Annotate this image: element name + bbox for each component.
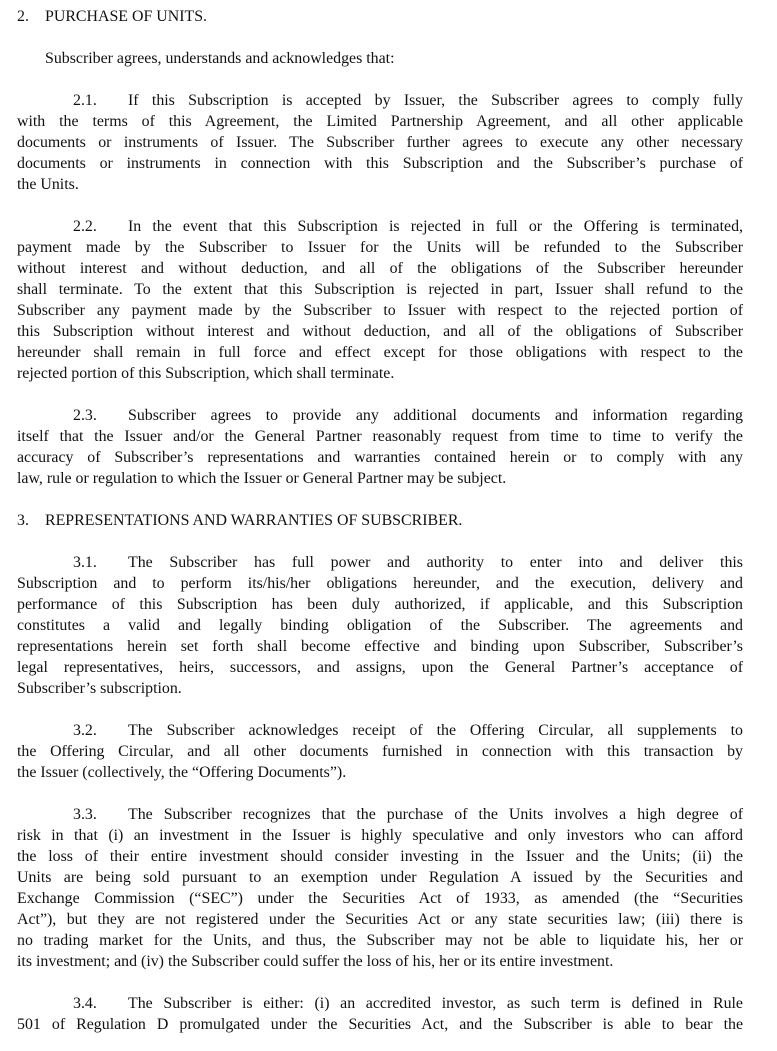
paragraph-line: the Units. xyxy=(17,176,79,193)
paragraph-line xyxy=(17,720,743,741)
section-title: REPRESENTATIONS AND WARRANTIES OF SUBSCRIBER. xyxy=(45,512,463,529)
paragraph-line: Subscriber any payment made by the Subscriber to Issuer with respect to the rejected portion of xyxy=(17,302,743,319)
paragraph-2-3 xyxy=(17,405,743,489)
paragraph-line: Subscriber’s subscription. xyxy=(17,680,182,697)
paragraph-number: 3.3. xyxy=(73,806,97,823)
paragraph-3-4 xyxy=(17,993,743,1035)
paragraph-number: 2.2. xyxy=(73,218,97,235)
line-text: The Subscriber is either: (i) an accredited investor, as such term is defined in Rule xyxy=(128,995,743,1012)
paragraph-number: 2.3. xyxy=(73,407,97,424)
section-2-heading xyxy=(17,6,743,27)
paragraph-line: itself that the Issuer and/or the General Partner reasonably request from time to time to verify the xyxy=(17,428,743,445)
paragraph-number: 2.1. xyxy=(73,92,97,109)
paragraph-line: 501 of Regulation D promulgated under the Securities Act, and the Subscriber is able to bear the xyxy=(17,1016,743,1033)
paragraph-line: documents or instruments of Issuer. The Subscriber further agrees to execute any other necessary xyxy=(17,134,743,151)
paragraph-line: the Offering Circular, and all other documents furnished in connection with this transaction by xyxy=(17,743,743,760)
paragraph-line: payment made by the Subscriber to Issuer for the Units will be refunded to the Subscriber xyxy=(17,239,743,256)
paragraph-line: shall terminate. To the extent that this Subscription is rejected in part, Issuer shall refund to the xyxy=(17,281,743,298)
paragraph-line: hereunder shall remain in full force and effect except for those obligations with respect to the xyxy=(17,344,743,361)
paragraph-line: constitutes a valid and legally binding obligation of the Subscriber. The agreements and xyxy=(17,617,743,634)
paragraph-3-1 xyxy=(17,552,743,699)
paragraph-line: the Issuer (collectively, the “Offering Documents”). xyxy=(17,764,347,781)
paragraph-3-3 xyxy=(17,804,743,972)
paragraph-line: without interest and without deduction, and all of the obligations of the Subscriber hereunder xyxy=(17,260,743,277)
paragraph-line: Exchange Commission (“SEC”) under the Securities Act of 1933, as amended (the “Securities xyxy=(17,890,743,907)
paragraph-line xyxy=(17,552,743,573)
line-text: The Subscriber recognizes that the purchase of the Units involves a high degree of xyxy=(128,806,743,823)
paragraph-2-1 xyxy=(17,90,743,195)
section-number: 2. xyxy=(17,8,29,25)
line-text: If this Subscription is accepted by Issuer, the Subscriber agrees to comply fully xyxy=(128,92,743,109)
paragraph-line: Act”), but they are not registered under the Securities Act or any state securities law; (iii) there is xyxy=(17,911,743,928)
paragraph-line: performance of this Subscription has been duly authorized, if applicable, and this Subscription xyxy=(17,596,743,613)
paragraph-line xyxy=(17,804,743,825)
paragraph-line: its investment; and (iv) the Subscriber could suffer the loss of his, her or its entire investment. xyxy=(17,953,614,970)
document-page xyxy=(17,6,743,1035)
paragraph-line: rejected portion of this Subscription, which shall terminate. xyxy=(17,365,395,382)
paragraph-line: law, rule or regulation to which the Issuer or General Partner may be subject. xyxy=(17,470,507,487)
paragraph-line: the loss of their entire investment should consider investing in the Issuer and the Units; (ii) the xyxy=(17,848,743,865)
paragraph-line: risk in that (i) an investment in the Issuer is highly speculative and only investors who can afford xyxy=(17,827,743,844)
paragraph-number: 3.1. xyxy=(73,554,97,571)
paragraph-number: 3.2. xyxy=(73,722,97,739)
line-text: The Subscriber acknowledges receipt of the Offering Circular, all supplements to xyxy=(128,722,743,739)
paragraph-2-2 xyxy=(17,216,743,384)
paragraph-line: this Subscription without interest and without deduction, and all of the obligations of Subscriber xyxy=(17,323,743,340)
paragraph-line xyxy=(17,90,743,111)
paragraph-line: Subscription and to perform its/his/her obligations hereunder, and the execution, delivery and xyxy=(17,575,743,592)
paragraph-line xyxy=(17,405,743,426)
paragraph-line xyxy=(17,993,743,1014)
paragraph-line xyxy=(17,216,743,237)
section-3-heading xyxy=(17,510,743,531)
section-title: PURCHASE OF UNITS. xyxy=(45,8,208,25)
section-number: 3. xyxy=(17,512,29,529)
paragraph-line: documents or instruments in connection with this Subscription and the Subscriber’s purchase of xyxy=(17,155,743,172)
paragraph-line: Units are being sold pursuant to an exemption under Regulation A issued by the Securities and xyxy=(17,869,743,886)
line-text: The Subscriber has full power and authority to enter into and deliver this xyxy=(128,554,743,571)
paragraph-line: no trading market for the Units, and thus, the Subscriber may not be able to liquidate his, her or xyxy=(17,932,743,949)
section-2-intro: Subscriber agrees, understands and acknowledges that: xyxy=(45,50,395,67)
paragraph-number: 3.4. xyxy=(73,995,97,1012)
paragraph-3-2 xyxy=(17,720,743,783)
paragraph-line: accuracy of Subscriber’s representations and warranties contained herein or to comply with any xyxy=(17,449,743,466)
paragraph-line: representations herein set forth shall become effective and binding upon Subscriber, Subscriber’s xyxy=(17,638,743,655)
line-text: In the event that this Subscription is rejected in full or the Offering is terminated, xyxy=(128,218,743,235)
line-text: Subscriber agrees to provide any additional documents and information regarding xyxy=(128,407,743,424)
paragraph-line: with the terms of this Agreement, the Limited Partnership Agreement, and all other applicable xyxy=(17,113,743,130)
paragraph-line: legal representatives, heirs, successors, and assigns, upon the General Partner’s acceptance of xyxy=(17,659,743,676)
